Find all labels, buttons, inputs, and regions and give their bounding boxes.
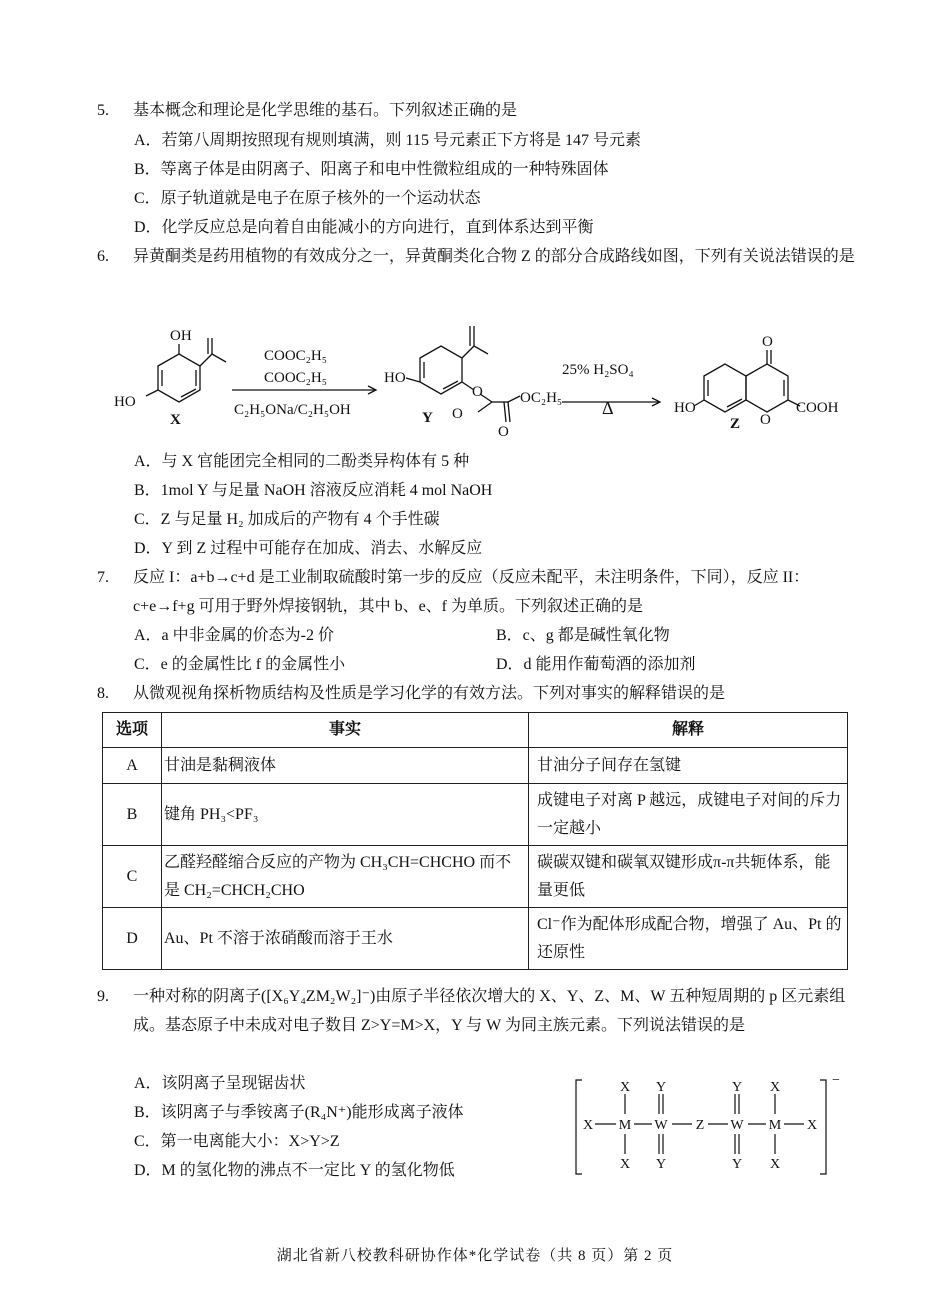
q5-option-d: D．化学反应总是向着自由能减小的方向进行，直到体系达到平衡 [134, 219, 594, 236]
atom-z: Z [695, 1118, 705, 1133]
q6-option-c: C．Z 与足量 H₂ 加成后的产物有 4 个手性碳 [134, 511, 440, 528]
x-ho-label: HO [114, 394, 136, 410]
atom-y: Y [655, 1157, 667, 1172]
facts-table [102, 712, 848, 970]
row-label: A [103, 748, 162, 784]
y-carbonyl-o-label: O [452, 406, 463, 422]
y-carbonyl-o-label-2: O [498, 424, 509, 438]
atom-y: Y [731, 1080, 743, 1095]
row-fact: 甘油是黏稠液体 [162, 748, 529, 784]
y-ho-label: HO [384, 370, 406, 386]
row-fact: Au、Pt 不溶于浓硝酸而溶于王水 [162, 908, 529, 970]
question-5 [97, 96, 857, 125]
atom-x: X [619, 1080, 631, 1095]
atom-x: X [769, 1080, 781, 1095]
header-option: 选项 [103, 713, 162, 748]
row-fact: 键角 PH₃<PF₃ [162, 784, 529, 846]
y-ester-o-label: O [472, 384, 483, 400]
anion-charge: − [832, 1073, 840, 1088]
atom-m: M [768, 1118, 782, 1133]
q6-option-a: A．与 X 官能团完全相同的二酚类异构体有 5 种 [134, 453, 470, 470]
compound-y-label: Y [422, 410, 433, 426]
y-oet-label: OC₂H₅ [520, 390, 563, 406]
q9-option-b: B．该阴离子与季铵离子(R₄N⁺)能形成离子液体 [134, 1104, 464, 1121]
atom-w: W [730, 1118, 744, 1133]
row-label: C [103, 846, 162, 908]
table-row [103, 784, 848, 846]
row-fact: 乙醛羟醛缩合反应的产物为 CH₃CH=CHCHO 而不是 CH₂=CHCH₂CHO [162, 846, 529, 908]
q7-option-b: B．c、g 都是碱性氧化物 [496, 627, 670, 644]
question-stem: 基本概念和理论是化学思维的基石。下列叙述正确的是 [133, 102, 518, 119]
atom-y: Y [731, 1157, 743, 1172]
question-8 [97, 679, 857, 708]
atom-x: X [582, 1118, 594, 1133]
reagent-1-conditions: C₂H₅ONa/C₂H₅OH [234, 402, 351, 418]
q9-option-c: C．第一电离能大小：X>Y>Z [134, 1133, 340, 1150]
reaction-scheme [100, 318, 860, 438]
q6-option-d: D．Y 到 Z 过程中可能存在加成、消去、水解反应 [134, 540, 483, 557]
reagent-1-line-2: COOC₂H₅ [264, 370, 327, 386]
z-ketone-o-label: O [762, 334, 773, 350]
z-ho-label: HO [674, 400, 696, 416]
q9-option-a: A．该阴离子呈现锯齿状 [134, 1075, 306, 1092]
question-number: 5. [97, 102, 109, 119]
question-stem: 异黄酮类是药用植物的有效成分之一，异黄酮类化合物 Z 的部分合成路线如图，下列有关说法错误的是 [133, 248, 855, 265]
question-number: 9. [97, 988, 109, 1005]
table-row [103, 846, 848, 908]
q7-option-c: C．e 的金属性比 f 的金属性小 [134, 656, 346, 673]
q5-option-b: B．等离子体是由阴离子、阳离子和电中性微粒组成的一种特殊固体 [134, 161, 609, 178]
reagent-2-heat: Δ [602, 398, 614, 418]
page-footer: 湖北省新八校教科研协作体*化学试卷（共 8 页）第 2 页 [276, 1248, 674, 1264]
question-7 [97, 563, 857, 621]
question-number: 7. [97, 569, 109, 586]
q5-option-a: A．若第八周期按照现有规则填满，则 115 号元素正下方将是 147 号元素 [134, 132, 641, 149]
reagent-1-line-1: COOC₂H₅ [264, 348, 327, 364]
atom-w: W [654, 1118, 668, 1133]
table-header-row [103, 713, 848, 748]
atom-y: Y [655, 1080, 667, 1095]
table-row [103, 908, 848, 970]
question-9 [97, 982, 857, 1040]
q6-option-b: B．1mol Y 与足量 NaOH 溶液反应消耗 4 mol NaOH [134, 482, 493, 499]
question-stem: 从微观视角探析物质结构及性质是学习化学的有效方法。下列对事实的解释错误的是 [133, 685, 726, 702]
q5-option-c: C．原子轨道就是电子在原子核外的一个运动状态 [134, 190, 481, 207]
q7-option-a: A．a 中非金属的价态为-2 价 [134, 627, 334, 644]
question-number: 6. [97, 248, 109, 265]
atom-x: X [619, 1157, 631, 1172]
reagent-2-top: 25% H₂SO₄ [562, 362, 634, 378]
compound-z-label: Z [730, 416, 741, 432]
atom-x: X [806, 1118, 818, 1133]
row-explanation: Cl⁻作为配体形成配合物，增强了 Au、Pt 的还原性 [529, 908, 848, 970]
row-explanation: 成键电子对离 P 越远，成键电子对间的斥力一定越小 [529, 784, 848, 846]
atom-x: X [769, 1157, 781, 1172]
q9-option-d: D．M 的氢化物的沸点不一定比 Y 的氢化物低 [134, 1162, 455, 1179]
row-explanation: 甘油分子间存在氢键 [529, 748, 848, 784]
anion-structure [570, 1072, 850, 1182]
question-stem: 反应 I：a+b→c+d 是工业制取硫酸时第一步的反应（反应未配平，未注明条件，下同），反应 II：c+e→f+g 可用于野外焊接钢轨，其中 b、e、f 为单质。下列叙述正确的是 [133, 569, 810, 615]
row-explanation: 碳碳双键和碳氧双键形成π-π共轭体系，能量更低 [529, 846, 848, 908]
question-6 [97, 242, 857, 271]
atom-m: M [618, 1118, 632, 1133]
table-row [103, 748, 848, 784]
question-stem: 一种对称的阴离子([X₆Y₄ZM₂W₂]⁻)由原子半径依次增大的 X、Y、Z、M、W 五种短周期的 p 区元素组成。基态原子中未成对电子数目 Z>Y=M>X，Y 与 W 为同主族元素。下列说法错误的是 [133, 988, 846, 1034]
row-label: D [103, 908, 162, 970]
header-fact: 事实 [162, 713, 529, 748]
compound-x-label: X [170, 412, 181, 428]
z-ring-o-label: O [760, 412, 771, 428]
x-oh-label: OH [170, 328, 192, 344]
header-explanation: 解释 [529, 713, 848, 748]
q7-option-d: D．d 能用作葡萄酒的添加剂 [496, 656, 696, 673]
z-cooh-label: COOH [796, 400, 839, 416]
row-label: B [103, 784, 162, 846]
question-number: 8. [97, 685, 109, 702]
